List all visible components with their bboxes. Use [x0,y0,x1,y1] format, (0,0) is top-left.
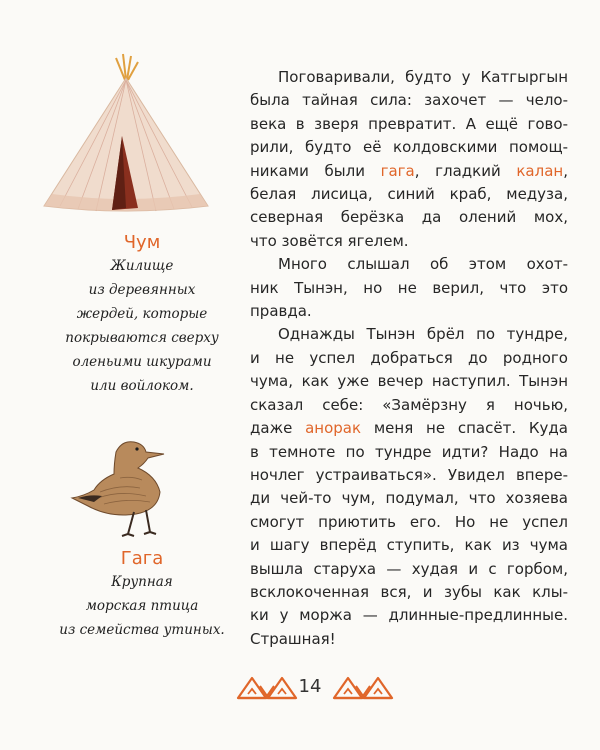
text-line: ки у моржа — длинные-предлинные. [250,606,568,625]
glossary-word-kalan: калан [516,161,564,180]
text-line: правда. [250,302,312,321]
gloss-definition-gaga: Крупная морская птица из семейства утиных. [59,574,225,638]
paragraph-2 [250,253,568,323]
gloss-chum [47,232,237,398]
page-number: 14 [298,676,322,697]
text-line: века в зверя превратит. А ещё гово- [250,114,568,133]
text-line: рили, будто её колдовскими помощ- [250,138,568,157]
page-footer [0,666,600,706]
gloss-term-chum: Чум [123,232,161,253]
gloss-definition-chum: Жилище из деревянных жердей, которые покрываются сверху оленьими шкурами или войлоком. [65,258,219,394]
ornament-icon [332,674,394,700]
text-line: северная берёзка да олений мох, [250,208,568,227]
text-segment: , [563,161,568,180]
text-line [250,160,568,183]
text-line [250,417,568,440]
text-line: белая лисица, синий краб, медуза, [250,185,568,204]
text-line: сказал себе: «Замёрзну я ночью, [250,395,568,414]
text-line: и шагу вперёд ступить, как из чума [250,536,568,555]
text-line: ник Тынэн, но не верил, что это [250,278,568,297]
text-line: ночлег устраиваться». Увидел впере- [250,465,568,484]
text-segment: даже [250,419,306,438]
text-line: смогут приютить его. Но не успел [250,512,568,531]
text-line: ди чей-то чум, подумал, что хозяева [250,489,568,508]
glossary-word-gaga: гага [380,161,415,180]
eider-duck-illustration [70,418,190,538]
text-line: Много слышал об этом охот- [278,255,568,274]
text-line: и не успел добраться до родного [250,348,568,367]
text-line: всклокоченная вся, и зубы как клы- [250,582,568,601]
text-line: Поговаривали, будто у Катгыргын [278,68,568,86]
glossary-word-anorak: анорак [305,419,362,438]
text-line: Страшная! [250,629,336,648]
text-line: чума, как уже вечер наступил. Тынэн [250,372,568,391]
chum-illustration [30,18,216,228]
text-segment: меня не спасёт. Куда [361,419,568,438]
ornament-icon [236,674,298,700]
text-line: Однажды Тынэн брёл по тундре, [278,325,568,344]
paragraph-1 [250,66,568,253]
text-line: в темноте по тундре идти? Надо на [250,442,568,461]
text-line: вышла старуха — худая и с горбом, [250,559,568,578]
gloss-gaga [47,548,237,642]
text-segment: , гладкий [414,161,517,180]
text-segment: никами были [250,161,381,180]
story-text [250,66,568,651]
gloss-term-gaga: Гага [120,548,164,569]
text-line: была тайная сила: захочет — чело- [250,91,568,110]
paragraph-3 [250,323,568,651]
text-line: что зовётся ягелем. [250,231,409,250]
